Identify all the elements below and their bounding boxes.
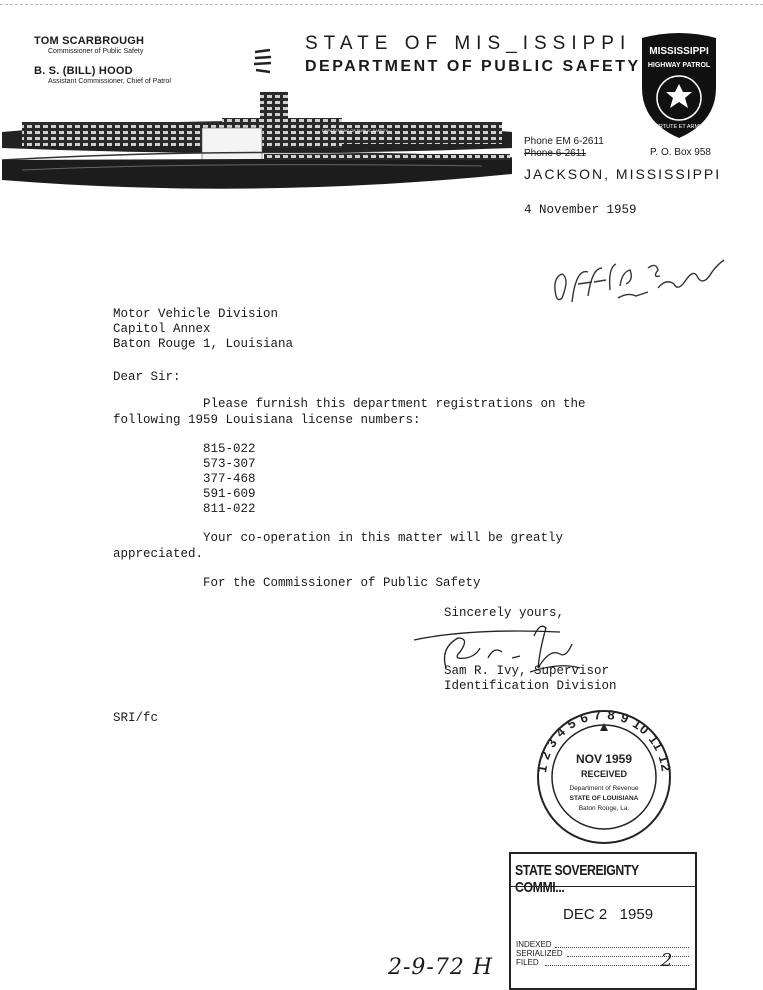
paragraph-2-line-1: Your co-operation in this matter will be greatly [203, 531, 564, 545]
officer-title: Commissioner of Public Safety [48, 48, 144, 55]
handwritten-note-text: Office & motor code [637, 314, 649, 315]
recipient-address [113, 307, 293, 352]
license-number: 591-609 [203, 487, 256, 501]
officer-title: Assistant Commissioner, Chief of Patrol [48, 78, 171, 85]
officer-name: TOM SCARBROUGH [34, 35, 145, 47]
paragraph-1-line-1: Please furnish this department registrations on the [203, 397, 586, 411]
city-line: JACKSON, MISSISSIPPI [524, 166, 722, 182]
filed-number-handwritten: 2 [661, 950, 673, 971]
signature-text: Sam R. Ivy [411, 675, 416, 676]
stamp-field-indexed: INDEXED [516, 940, 552, 949]
handwritten-note [548, 238, 738, 318]
badge-motto-text: VIRTUTE ET ARMIS [653, 124, 705, 130]
address-line: Baton Rouge 1, Louisiana [113, 337, 294, 351]
typist-initials: SRI/fc [113, 711, 159, 725]
license-number-list [203, 442, 256, 517]
paragraph-3: For the Commissioner of Public Safety [203, 576, 481, 590]
file-number-handwritten: 2-9-72 H [388, 955, 494, 980]
letter-date: 4 November 1959 [524, 203, 637, 217]
building-sign: DEPARTMENT OF PUBLIC SAFETY [322, 128, 389, 133]
received-stamp [520, 705, 688, 850]
state-title: STATE OF MIS_ISSIPPI [305, 33, 632, 54]
badge-top-text: MISSISSIPPI [649, 46, 709, 57]
sovereignty-stamp-title: STATE SOVEREIGNTY COMMI... [515, 862, 639, 896]
phone-old-crossed: Phone 6-2611 [524, 148, 587, 159]
stamp-field-filed: FILED [516, 958, 539, 967]
stamp-line-2: STATE OF LOUISIANA [569, 795, 639, 802]
letterhead-ornament-icon [252, 48, 274, 76]
paragraph-2-line-2: appreciated. [113, 547, 204, 561]
stamp-ring-numbers: 1 2 3 4 5 6 7 8 9 10 11 12 [534, 706, 674, 774]
top-rule [0, 4, 763, 5]
license-number: 573-307 [203, 457, 256, 471]
department-title: DEPARTMENT OF PUBLIC SAFETY [305, 58, 641, 75]
sovereignty-stamp-date: DEC 2 1959 [563, 906, 654, 923]
license-number: 815-022 [203, 442, 256, 456]
phone-number: Phone EM 6-2611 [524, 136, 604, 147]
signer-division: Identification Division [444, 679, 617, 693]
highway-patrol-badge-icon [636, 30, 722, 140]
paragraph-1-line-2: following 1959 Louisiana license numbers: [113, 413, 421, 427]
stamp-line-3: Baton Rouge, La. [578, 805, 630, 812]
salutation: Dear Sir: [113, 370, 181, 384]
building-illustration [2, 88, 514, 200]
address-line: Motor Vehicle Division [113, 307, 279, 321]
badge-middle-text: HIGHWAY PATROL [647, 62, 711, 69]
po-box: P. O. Box 958 [650, 147, 711, 158]
officer-name: B. S. (BILL) HOOD [34, 65, 133, 77]
officer-1 [34, 35, 144, 55]
stamp-line-1: Department of Revenue [569, 785, 639, 792]
license-number: 377-468 [203, 472, 256, 486]
license-number: 811-022 [203, 502, 256, 516]
officer-2 [34, 65, 171, 85]
stamp-field-serialized: SERIALIZED [516, 949, 563, 958]
phone-block [524, 136, 604, 160]
sovereignty-commission-stamp [509, 852, 697, 990]
signer-name: Sam R. Ivy, Supervisor [444, 664, 610, 678]
stamp-received: RECEIVED [580, 769, 628, 779]
address-line: Capitol Annex [113, 322, 211, 336]
closing: Sincerely yours, [444, 606, 565, 620]
sovereignty-stamp-fields [516, 940, 563, 967]
stamp-date: NOV 1959 [575, 752, 633, 766]
